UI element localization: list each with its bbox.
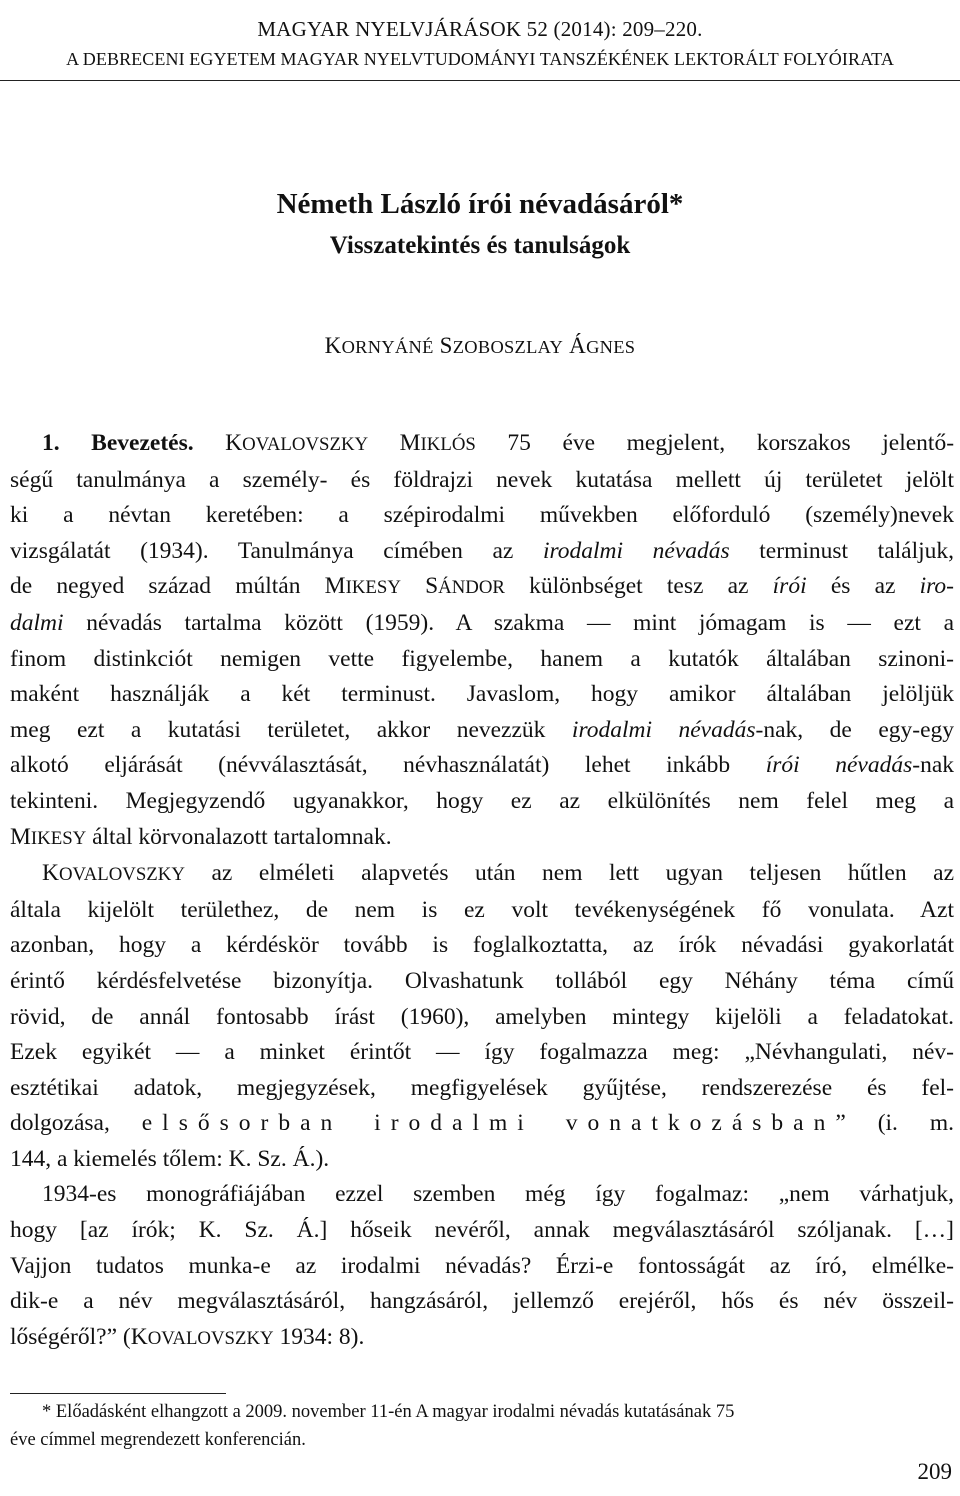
footnote-line: * Előadásként elhangzott a 2009. november 11-én A magyar irodalmi névadás kutatásának 75 <box>42 1402 735 1422</box>
text-line: lőségéről?” (KOVALOVSZKY 1934: 8). <box>10 1323 365 1350</box>
paragraph-monograph <box>10 1177 954 1356</box>
journal-publisher: A DEBRECENI EGYETEM MAGYAR NYELVTUDOMÁNYI TANSZÉKÉNEK LEKTORÁLT FOLYÓIRATA <box>66 49 894 69</box>
text-line: ségű tanulmánya a személy- és földrajzi nevek kutatása mellett új területet jelölt <box>10 466 954 493</box>
paragraph-kovalovszky <box>10 856 954 1177</box>
text-line: meg ezt a kutatási területet, akkor nevezzük irodalmi névadás-nak, de egy-egy <box>10 716 955 743</box>
footnote-line: éve címmel megrendezett konferencián. <box>10 1430 306 1450</box>
text-line: vizsgálatát (1934). Tanulmánya címében az irodalmi névadás terminust találjuk, <box>10 537 955 564</box>
text-line: Vajjon tudatos munka-e az irodalmi névadás? Érzi-e fontosságát az író, elmélke- <box>10 1252 954 1279</box>
text-line: érintő kérdésfelvetése bizonyítja. Olvashatunk tollából egy Néhány téma című <box>10 967 954 994</box>
text-line: azonban, hogy a kérdéskör tovább is foglalkoztatta, az írók névadási gyakorlatát <box>10 932 954 959</box>
text-line: általa kijelölt területhez, de nem is ez volt tevékenységének fő vonulata. Azt <box>10 896 954 923</box>
article-author: KORNYÁNÉ SZOBOSZLAY ÁGNES <box>324 333 636 358</box>
text-line: de negyed század múltán MIKESY SÁNDOR különbséget tesz az írói és az iro- <box>10 573 955 600</box>
text-line: esztétikai adatok, megjegyzések, megfigyelések gyűjtése, rendszerezése és fel- <box>10 1074 954 1101</box>
footnote-rule <box>10 1393 226 1394</box>
text-line: dik-e a név megválasztásáról, hangzásáról, jellemző erejéről, hős és név összeil- <box>10 1288 954 1315</box>
text-line: tekinteni. Megjegyzendő ugyanakkor, hogy ez az elkülönítés nem felel meg a <box>10 787 954 814</box>
article-subtitle: Visszatekintés és tanulságok <box>329 232 631 259</box>
text-line: finom distinkciót nemigen vette figyelembe, hanem a kutatók általában szinoni- <box>10 645 954 672</box>
text-line: dolgozása, elsősorban irodalmi vonatkozásban” (i. m. <box>10 1110 954 1137</box>
journal-citation: MAGYAR NYELVJÁRÁSOK 52 (2014): 209–220. <box>257 17 703 41</box>
footnote <box>10 1398 954 1454</box>
text-line: MIKESY által körvonalazott tartalomnak. <box>10 823 392 850</box>
paragraph-introduction <box>10 426 954 856</box>
text-line: maként használják a két terminust. Javaslom, hogy amikor általában jelöljük <box>10 681 954 708</box>
text-line: alkotó eljárását (névválasztását, névhasználatát) lehet inkább írói névadás-nak <box>10 752 955 779</box>
article-body <box>10 426 954 1356</box>
article-title: Németh László írói névadásáról* <box>276 188 684 220</box>
header-rule <box>0 80 960 81</box>
text-line: hogy [az írók; K. Sz. Á.] hőseik nevéről, annak megválasztásáról szóljanak. […] <box>10 1217 954 1244</box>
text-line: 1. Bevezetés. KOVALOVSZKY MIKLÓS 75 éve megjelent, korszakos jelentő- <box>42 430 955 456</box>
text-line: 1934-es monográfiájában ezzel szemben még így fogalmaz: „nem várhatjuk, <box>42 1181 954 1208</box>
section-heading: 1. Bevezetés. <box>42 430 194 456</box>
text-line: KOVALOVSZKY az elméleti alapvetés után nem lett ugyan teljesen hűtlen az <box>42 860 955 887</box>
page-number: 209 <box>917 1459 952 1484</box>
text-line: rövid, de annál fontosabb írást (1960), amelyben mintegy kijelöli a feladatokat. <box>10 1003 954 1030</box>
text-line: Ezek egyikét — a minket érintőt — így fogalmazza meg: „Névhangulati, név- <box>10 1039 954 1066</box>
text-line: ki a névtan keretében: a szépirodalmi művekben előforduló (személy)nevek <box>10 502 954 529</box>
text-line: dalmi névadás tartalma között (1959). A szakma — mint jómagam is — ezt a <box>10 609 955 636</box>
text-line: 144, a kiemelés tőlem: K. Sz. Á.). <box>10 1145 330 1172</box>
